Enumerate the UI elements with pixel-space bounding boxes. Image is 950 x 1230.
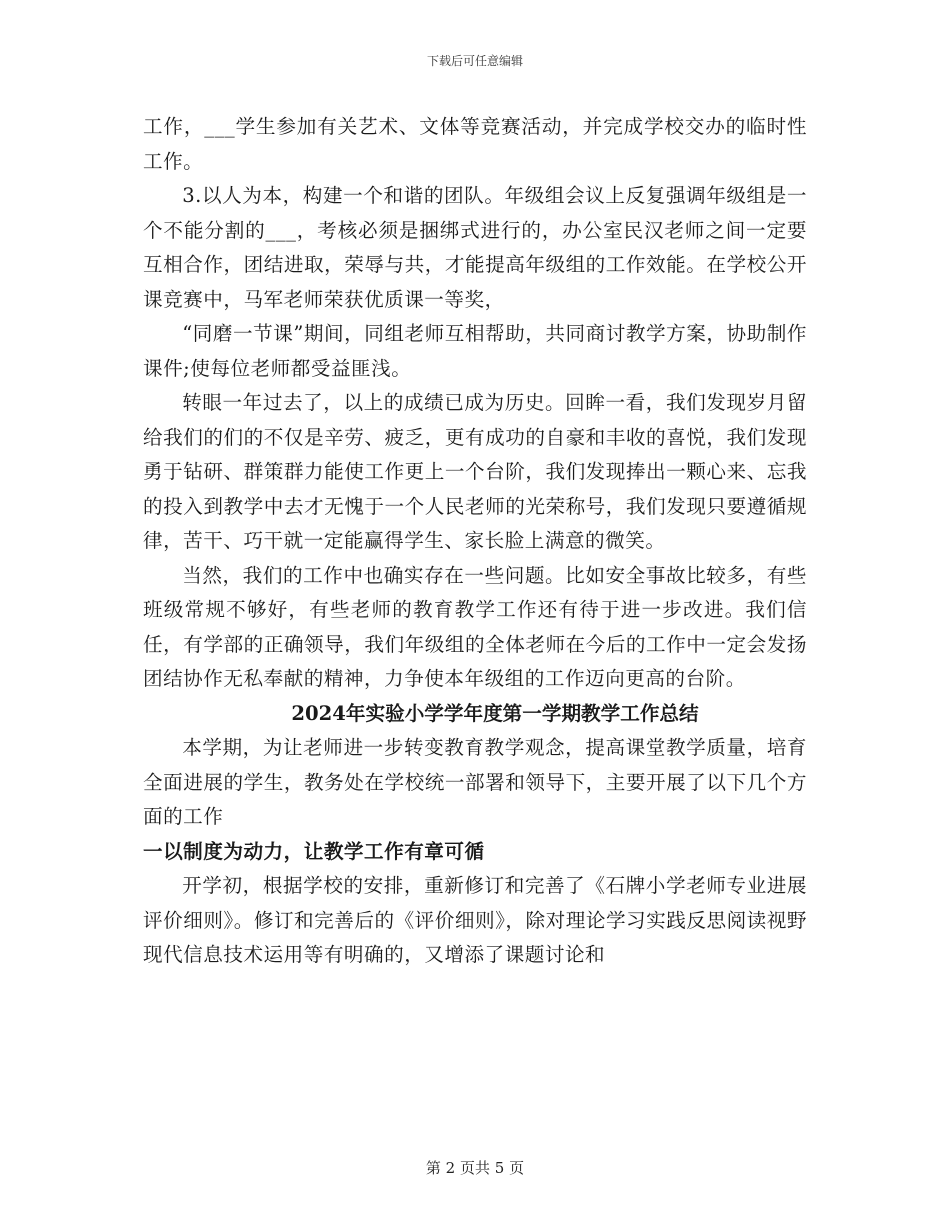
paragraph: “同磨一节课”期间，同组老师互相帮助，共同商讨教学方案，协助制作课件;使每位老师都受益匪浅。 [143,322,807,380]
paragraph: 3.以人为本，构建一个和谐的团队。年级组会议上反复强调年级组是一个不能分割的___，考核必须是捆绑式进行的，办公室民汉老师之间一定要互相合作，团结进取，荣辱与共，才能提高年级组的工作效能。在学校公开课竞赛中，马军老师荣获优质课一等奖， [143,184,807,311]
paragraph: 本学期，为让老师进一步转变教育教学观念，提高课堂教学质量，培育全面进展的学生，教务处在学校统一部署和领导下，主要开展了以下几个方面的工作 [143,736,807,828]
section-subheading: 一以制度为动力，让教学工作有章可循 [143,839,485,863]
page-footer: 第 2 页共 5 页 [425,1159,525,1177]
paragraph: 当然，我们的工作中也确实存在一些问题。比如安全事故比较多，有些班级常规不够好，有些老师的教育教学工作还有待于进一步改进。我们信任，有学部的正确领导，我们年级组的全体老师在今后的工作中一定会发扬团结协作无私奉献的精神，力争使本年级组的工作迈向更高的台阶。 [143,563,807,690]
paragraph: 开学初，根据学校的安排，重新修订和完善了《石牌小学老师专业进展评价细则》。修订和完善后的《评价细则》，除对理论学习实践反思阅读视野现代信息技术运用等有明确的，又增添了课题讨论和 [143,874,807,966]
page-header: 下载后可任意编辑 [426,54,523,68]
paragraph: 转眼一年过去了，以上的成绩已成为历史。回眸一看，我们发现岁月留给我们的们的不仅是辛劳、疲乏，更有成功的自豪和丰收的喜悦，我们发现勇于钻研、群策群力能使工作更上一个台阶，我们发现捧出一颗心来、忘我的投入到教学中去才无愧于一个人民老师的光荣称号，我们发现只要遵循规律，苦干、巧干就一定能赢得学生、家长脸上满意的微笑。 [143,391,807,552]
document-body [143,110,807,973]
paragraph: 工作，___学生参加有关艺术、文体等竞赛活动，并完成学校交办的临时性工作。 [143,115,807,173]
section-title: 2024年实验小学学年度第一学期教学工作总结 [291,701,699,725]
